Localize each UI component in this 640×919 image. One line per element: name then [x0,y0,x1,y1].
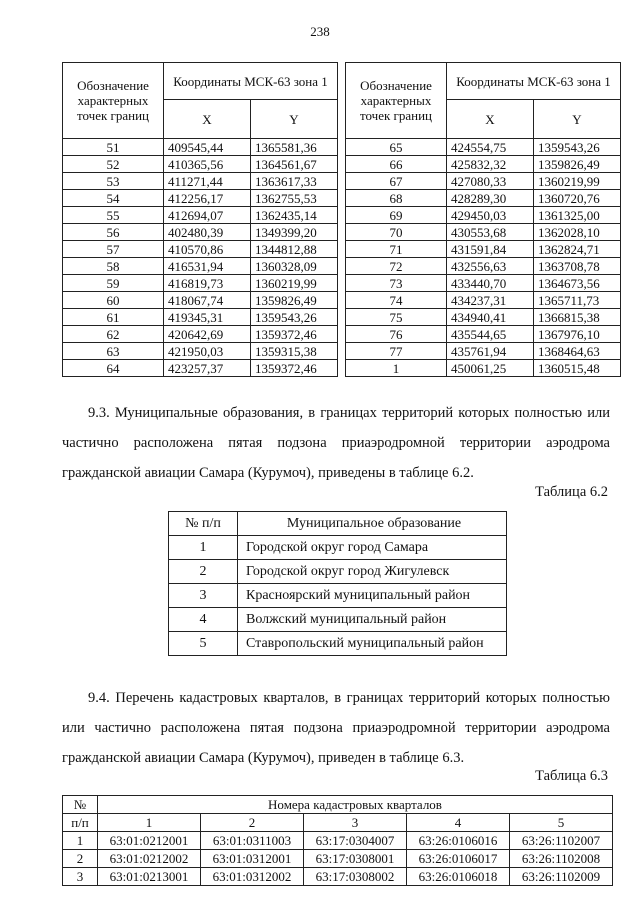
y-value: 1344812,88 [251,241,338,258]
x-value: 421950,03 [164,343,251,360]
point-number: 61 [63,309,164,326]
header-no-line2: п/п [63,814,98,832]
cadastral-table [62,795,613,886]
point-number: 59 [63,275,164,292]
y-value: 1364673,56 [534,275,621,292]
point-number: 72 [346,258,447,275]
row-number: 3 [169,584,238,608]
caption-table-6-2: Таблица 6.2 [535,484,608,500]
point-number: 55 [63,207,164,224]
table-row [63,850,613,868]
point-number: 63 [63,343,164,360]
y-value: 1366815,38 [534,309,621,326]
table-row [63,173,338,190]
header-subcolumn: 2 [201,814,304,832]
table-row [63,224,338,241]
y-value: 1360328,09 [251,258,338,275]
municipality-name: Городской округ город Жигулевск [238,560,507,584]
municipality-name: Волжский муниципальный район [238,608,507,632]
header-coordinates-group: Координаты МСК-63 зона 1 [164,63,338,100]
point-number: 54 [63,190,164,207]
x-value: 434237,31 [447,292,534,309]
x-value: 435761,94 [447,343,534,360]
municipality-name: Городской округ город Самара [238,536,507,560]
point-number: 65 [346,139,447,156]
table-row [63,139,338,156]
point-number: 51 [63,139,164,156]
x-value: 410570,86 [164,241,251,258]
cadastral-quarter: 63:01:0311003 [201,832,304,850]
header-subcolumn: 3 [304,814,407,832]
table-row [63,292,338,309]
y-value: 1359543,26 [251,309,338,326]
x-value: 425832,32 [447,156,534,173]
table-row [346,309,621,326]
header-y: Y [251,100,338,139]
x-value: 416531,94 [164,258,251,275]
x-value: 412694,07 [164,207,251,224]
y-value: 1362824,71 [534,241,621,258]
x-value: 427080,33 [447,173,534,190]
point-number: 70 [346,224,447,241]
row-number: 5 [169,632,238,656]
header-point-label: Обозначение характерных точек границ [63,63,164,139]
table-row [346,258,621,275]
table-row [346,173,621,190]
table-row [63,868,613,886]
paragraph-9-4: 9.4. Перечень кадастровых кварталов, в границах территорий которых полностью или частично расположена пятая подзона приаэродромной территории аэродрома гражданской авиации Самара (Курумоч), приведен в таблице 6.3. [62,690,610,766]
y-value: 1362028,10 [534,224,621,241]
x-value: 430553,68 [447,224,534,241]
cadastral-quarter: 63:26:0106016 [407,832,510,850]
cadastral-quarter: 63:01:0312001 [201,850,304,868]
header-x: X [447,100,534,139]
point-number: 64 [63,360,164,377]
header-point-label: Обозначение характерных точек границ [346,63,447,139]
point-number: 1 [346,360,447,377]
cadastral-quarter: 63:17:0308002 [304,868,407,886]
coordinates-table-left [62,62,338,377]
table-row [346,139,621,156]
cadastral-quarter: 63:17:0308001 [304,850,407,868]
cadastral-quarter: 63:26:1102008 [510,850,613,868]
y-value: 1359826,49 [534,156,621,173]
y-value: 1359543,26 [534,139,621,156]
x-value: 429450,03 [447,207,534,224]
x-value: 416819,73 [164,275,251,292]
header-subcolumn: 5 [510,814,613,832]
y-value: 1359826,49 [251,292,338,309]
table-row [346,275,621,292]
header-no-line1: № [63,796,98,814]
table-row [346,241,621,258]
cadastral-quarter: 63:26:0106017 [407,850,510,868]
municipality-name: Ставропольский муниципальный район [238,632,507,656]
row-number: 2 [169,560,238,584]
x-value: 424554,75 [447,139,534,156]
y-value: 1359372,46 [251,360,338,377]
row-number: 4 [169,608,238,632]
y-value: 1360219,99 [251,275,338,292]
point-number: 67 [346,173,447,190]
point-number: 62 [63,326,164,343]
table-row [346,224,621,241]
cadastral-quarter: 63:26:1102009 [510,868,613,886]
x-value: 412256,17 [164,190,251,207]
cadastral-quarter: 63:01:0212002 [98,850,201,868]
table-row [346,207,621,224]
table-row [63,360,338,377]
table-row [63,258,338,275]
table-row [63,241,338,258]
header-subcolumn: 1 [98,814,201,832]
y-value: 1364561,67 [251,156,338,173]
x-value: 411271,44 [164,173,251,190]
x-value: 409545,44 [164,139,251,156]
point-number: 76 [346,326,447,343]
municipality-name: Красноярский муниципальный район [238,584,507,608]
table-row [346,156,621,173]
point-number: 69 [346,207,447,224]
x-value: 433440,70 [447,275,534,292]
y-value: 1363617,33 [251,173,338,190]
x-value: 434940,41 [447,309,534,326]
cadastral-quarter: 63:26:1102007 [510,832,613,850]
x-value: 450061,25 [447,360,534,377]
x-value: 418067,74 [164,292,251,309]
x-value: 419345,31 [164,309,251,326]
point-number: 60 [63,292,164,309]
point-number: 57 [63,241,164,258]
paragraph-9-3: 9.3. Муниципальные образования, в границах территорий которых полностью или частично расположена пятая подзона приаэродромной территории аэродрома гражданской авиации Самара (Курумоч), приведены в таблице 6.2. [62,405,610,481]
point-number: 71 [346,241,447,258]
y-value: 1362755,53 [251,190,338,207]
x-value: 423257,37 [164,360,251,377]
table-row [63,343,338,360]
table-row [63,326,338,343]
row-number: 3 [63,868,98,886]
x-value: 428289,30 [447,190,534,207]
table-row [63,156,338,173]
row-number: 2 [63,850,98,868]
header-number: № п/п [169,512,238,536]
y-value: 1363708,78 [534,258,621,275]
header-y: Y [534,100,621,139]
x-value: 402480,39 [164,224,251,241]
cadastral-quarter: 63:01:0312002 [201,868,304,886]
x-value: 431591,84 [447,241,534,258]
header-municipality: Муниципальное образование [238,512,507,536]
y-value: 1362435,14 [251,207,338,224]
point-number: 75 [346,309,447,326]
point-number: 68 [346,190,447,207]
cadastral-quarter: 63:01:0213001 [98,868,201,886]
table-row [346,292,621,309]
header-cadastral-group: Номера кадастровых кварталов [98,796,613,814]
municipalities-table [168,511,507,656]
y-value: 1361325,00 [534,207,621,224]
y-value: 1349399,20 [251,224,338,241]
y-value: 1360720,76 [534,190,621,207]
y-value: 1367976,10 [534,326,621,343]
table-row [169,608,507,632]
point-number: 73 [346,275,447,292]
y-value: 1360515,48 [534,360,621,377]
y-value: 1365581,36 [251,139,338,156]
point-number: 74 [346,292,447,309]
y-value: 1359372,46 [251,326,338,343]
table-row [346,360,621,377]
page-number: 238 [310,24,330,39]
point-number: 56 [63,224,164,241]
header-x: X [164,100,251,139]
table-row [346,326,621,343]
table-row [63,190,338,207]
table-row [169,536,507,560]
coordinates-table-right [345,62,621,377]
y-value: 1360219,99 [534,173,621,190]
header-coordinates-group: Координаты МСК-63 зона 1 [447,63,621,100]
y-value: 1368464,63 [534,343,621,360]
table-row [169,632,507,656]
x-value: 435544,65 [447,326,534,343]
table-row [63,207,338,224]
table-row [346,343,621,360]
row-number: 1 [63,832,98,850]
table-row [63,309,338,326]
y-value: 1365711,73 [534,292,621,309]
x-value: 432556,63 [447,258,534,275]
x-value: 410365,56 [164,156,251,173]
table-row [169,560,507,584]
table-row [63,275,338,292]
x-value: 420642,69 [164,326,251,343]
point-number: 53 [63,173,164,190]
table-row [63,832,613,850]
point-number: 77 [346,343,447,360]
point-number: 66 [346,156,447,173]
row-number: 1 [169,536,238,560]
point-number: 58 [63,258,164,275]
header-subcolumn: 4 [407,814,510,832]
table-row [346,190,621,207]
point-number: 52 [63,156,164,173]
caption-table-6-3: Таблица 6.3 [535,768,608,784]
cadastral-quarter: 63:01:0212001 [98,832,201,850]
y-value: 1359315,38 [251,343,338,360]
cadastral-quarter: 63:26:0106018 [407,868,510,886]
table-row [169,584,507,608]
cadastral-quarter: 63:17:0304007 [304,832,407,850]
